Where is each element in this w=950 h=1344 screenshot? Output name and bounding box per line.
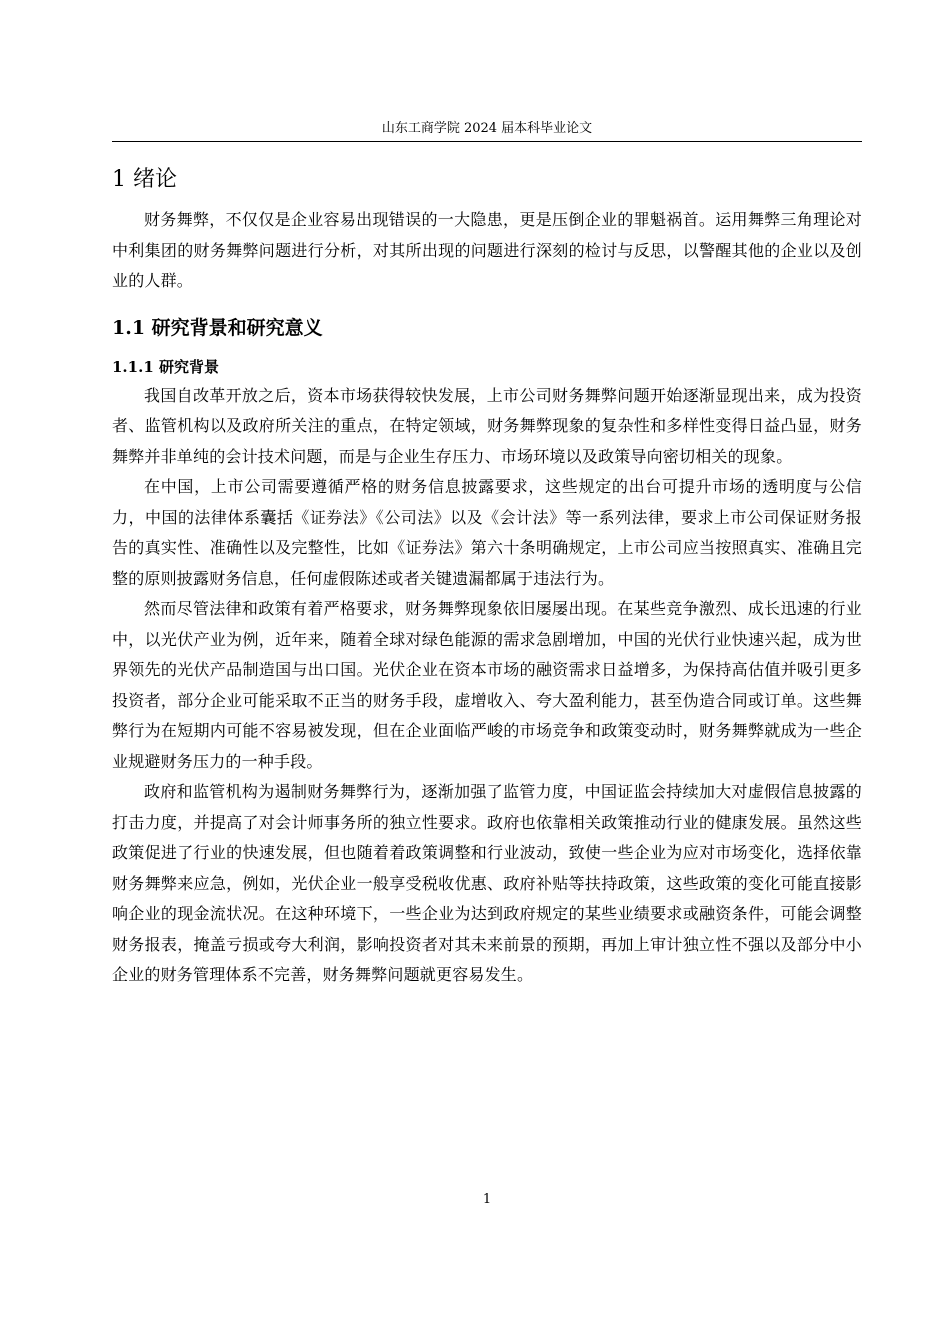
body-paragraph: 政府和监管机构为遏制财务舞弊行为，逐渐加强了监管力度，中国证监会持续加大对虚假信息披露的打击力度，并提高了对会计师事务所的独立性要求。政府也依靠相关政策推动行业的健康发展。虽然这些政策促进了行业的快速发展，但也随着着政策调整和行业波动，致使一些企业为应对市场变化，选择依靠财务舞弊来应急，例如，光伏企业一般享受税收优惠、政府补贴等扶持政策，这些政策的变化可能直接影响企业的现金流状况。在这种环境下，一些企业为达到政府规定的某些业绩要求或融资条件，可能会调整财务报表，掩盖亏损或夸大利润，影响投资者对其未来前景的预期，再加上审计独立性不强以及部分中小企业的财务管理体系不完善，财务舞弊问题就更容易发生。 bbox=[112, 782, 862, 984]
chapter-intro-paragraph: 财务舞弊，不仅仅是企业容易出现错误的一大隐患，更是压倒企业的罪魁祸首。运用舞弊三角理论对中利集团的财务舞弊问题进行分析，对其所出现的问题进行深刻的检讨与反思，以警醒其他的企业以及创业的人群。 bbox=[112, 210, 862, 290]
page-number: 1 bbox=[482, 1192, 492, 1207]
body-paragraph: 在中国，上市公司需要遵循严格的财务信息披露要求，这些规定的出台可提升市场的透明度与公信力，中国的法律体系囊括《证券法》《公司法》以及《会计法》等一系列法律，要求上市公司保证财务报告的真实性、准确性以及完整性，比如《证券法》第六十条明确规定，上市公司应当按照真实、准确且完整的原则披露财务信息，任何虚假陈述或者关键遗漏都属于违法行为。 bbox=[112, 477, 862, 588]
header-rule bbox=[112, 141, 862, 142]
chapter-title: 1 绪论 bbox=[112, 167, 177, 192]
body-paragraph: 然而尽管法律和政策有着严格要求，财务舞弊现象依旧屡屡出现。在某些竞争激烈、成长迅速的行业中，以光伏产业为例，近年来，随着全球对绿色能源的需求急剧增加，中国的光伏行业快速兴起，成为世界领先的光伏产品制造国与出口国。光伏企业在资本市场的融资需求日益增多，为保持高估值并吸引更多投资者，部分企业可能采取不正当的财务手段，虚增收入、夸大盈利能力，甚至伪造合同或订单。这些舞弊行为在短期内可能不容易被发现，但在企业面临严峻的市场竞争和政策变动时，财务舞弊就成为一些企业规避财务压力的一种手段。 bbox=[112, 599, 862, 771]
thesis-page bbox=[112, 0, 862, 1344]
body-paragraph: 我国自改革开放之后，资本市场获得较快发展，上市公司财务舞弊问题开始逐渐显现出来，成为投资者、监管机构以及政府所关注的重点，在特定领域，财务舞弊现象的复杂性和多样性变得日益凸显，财务舞弊并非单纯的会计技术问题，而是与企业生存压力、市场环境以及政策导向密切相关的现象。 bbox=[112, 385, 862, 466]
page-content bbox=[112, 162, 862, 991]
section-title: 1.1 研究背景和研究意义 bbox=[112, 316, 323, 339]
running-header: 山东工商学院 2024 届本科毕业论文 bbox=[381, 121, 593, 136]
subsection-title: 1.1.1 研究背景 bbox=[112, 357, 219, 376]
